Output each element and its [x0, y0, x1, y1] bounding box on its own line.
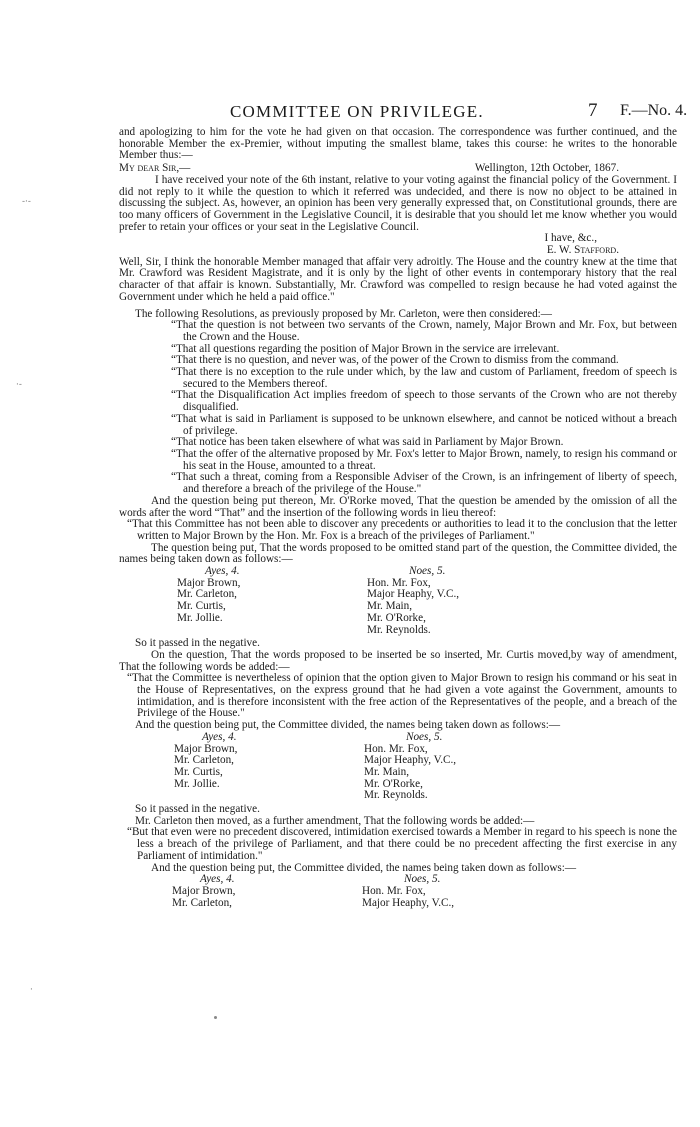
negative-result: So it passed in the negative. [135, 637, 260, 650]
aye-name: Major Brown, [172, 885, 236, 897]
curtis-amendment: “That the Committee is nevertheless of opinion that the option given to Major Brown to resign his command or his seat in the House of Representatives, on the express ground that he had given a vote against the Government, amounts to intimidation, and is therefore inconsistent with the free action of the Representatives of the people, and a breach of the Privilege of the House." [127, 672, 677, 720]
noes-heading: Noes, 5. [406, 730, 443, 743]
division1-intro: The question being put, That the words proposed to be omitted stand part of the question, the Committee divided, the names being taken down as follows:— [119, 541, 677, 566]
division2-votes [174, 732, 677, 802]
ayes-column [174, 732, 364, 802]
footer-dot [214, 1016, 217, 1019]
paper-code: F.—No. 4. [620, 102, 688, 119]
orourke-amendment: “That this Committee has not been able to discover any precedents or authorities to lead it to the conclusion that the letter written to Major Brown by the Hon. Mr. Fox is a breach of the privileges of Parliament." [127, 518, 677, 542]
aye-name: Major Brown, [174, 742, 238, 755]
aye-name: Mr. Curtis, [174, 765, 223, 778]
noes-column [362, 874, 454, 909]
aye-name: Mr. Carleton, [172, 896, 232, 909]
division3-intro: And the question being put, the Committee divided, the names being taken down as follows:— [151, 861, 577, 874]
noe-name: Mr. Main, [367, 600, 413, 613]
resolution-item: “That such a threat, coming from a Responsible Adviser of the Crown, is an infringement of liberty of speech, and therefore a breach of the privilege of the House." [171, 471, 677, 496]
resolution-item: “That all questions regarding the position of Major Brown in the service are irrelevant. [171, 342, 560, 355]
noe-name: Hon. Mr. Fox, [362, 885, 426, 897]
ayes-column [177, 566, 367, 636]
noes-heading: Noes, 5. [404, 873, 441, 886]
noe-name: Mr. Reynolds. [364, 789, 428, 802]
carleton-paragraph: Mr. Carleton then moved, as a further amendment, That the following words be added:— [135, 814, 535, 827]
carleton-amendment: “But that even were no precedent discovered, intimidation exercised towards a Member in regard to his speech is none the less a breach of the privilege of Parliament, and that there could be no precedent affecting the first exercise in any Parliament of intimidation." [127, 826, 677, 862]
page-header [0, 100, 700, 124]
margin-mark: -·- [22, 197, 31, 207]
noes-heading: Noes, 5. [409, 565, 446, 578]
paragraph-after-letter: Well, Sir, I think the honorable Member managed that affair very adroitly. The House and the country knew at the time that Mr. Crawford was Resident Magistrate, and it is only by the light of other events in contemporary history that the real character of that affair is known. Substantially, Mr. Crawford was compelled to resign because he had voted against the Government under which he held a paid office." [119, 255, 677, 303]
ayes-heading: Ayes, 4. [205, 565, 240, 578]
letter-body: I have received your note of the 6th instant, relative to your voting against the financial policy of the Government. I did not reply to it while the question to which it referred was undecided, and there is now no object to be attained in discussing the subject. As, however, an opinion has been very generally expressed that, on Constitutional grounds, there are too many officers of Government in the Legislative Council, it is desirable that you should let me know whether you would prefer to retain your offices or your seat in the Legislative Council. [119, 173, 677, 233]
aye-name: Mr. Carleton, [177, 588, 237, 601]
orourke-paragraph: And the question being put thereon, Mr. O'Rorke moved, That the question be amended by the omission of all the words after the word “That” and the insertion of the following words in lieu thereof: [119, 494, 677, 519]
resolutions-list [167, 320, 677, 496]
noes-column [364, 732, 456, 802]
division2-intro: And the question being put, the Committee divided, the names being taken down as follows:— [135, 719, 561, 732]
ayes-column [172, 874, 362, 909]
noe-name: Mr. O'Rorke, [367, 611, 426, 624]
aye-name: Mr. Curtis, [177, 600, 226, 613]
resolution-item: “That there is no question, and never was, of the power of the Crown to dismiss from the command. [171, 354, 619, 367]
division1-votes [177, 566, 677, 636]
resolution-item: “That notice has been taken elsewhere of what was said in Parliament by Major Brown. [171, 436, 564, 449]
noe-name: Major Heaphy, V.C., [367, 588, 460, 601]
letter-signature: E. W. Stafford. [546, 244, 619, 257]
division3-votes [172, 874, 677, 909]
letter-place-date: Wellington, 12th October, 1867. [474, 162, 619, 175]
negative-result: So it passed in the negative. [135, 803, 260, 816]
ayes-heading: Ayes, 4. [202, 730, 237, 743]
resolution-item: “That the offer of the alternative proposed by Mr. Fox's letter to Major Brown, namely, to resign his command or his seat in the House, amounted to a threat. [171, 447, 677, 472]
resolution-item: “That there is no exception to the rule under which, by the law and custom of Parliament, freedom of speech is secured to the Members thereof. [171, 366, 677, 390]
letter-salutation: My dear Sir,— [119, 162, 191, 175]
noe-name: Hon. Mr. Fox, [364, 742, 428, 755]
aye-name: Mr. Carleton, [174, 754, 234, 767]
aye-name: Mr. Jollie. [177, 611, 223, 624]
margin-mark: ·- [16, 380, 22, 390]
curtis-paragraph: On the question, That the words proposed to be inserted be so inserted, Mr. Curtis moved,by way of amendment, That the following words be added:— [119, 648, 677, 673]
resolution-item: “That what is said in Parliament is supposed to be unknown elsewhere, and cannot be noticed without a breach of privilege. [171, 412, 677, 437]
ayes-heading: Ayes, 4. [200, 873, 235, 886]
letter-closing: I have, &c., [544, 232, 597, 245]
margin-mark: · [30, 985, 33, 995]
aye-name: Mr. Jollie. [174, 777, 220, 790]
resolution-item: “That the Disqualification Act implies freedom of speech to those servants of the Crown who are not thereby disqualified. [171, 389, 677, 414]
aye-name: Major Brown, [177, 576, 241, 589]
resolution-item: “That the question is not between two servants of the Crown, namely, Major Brown and Mr. Fox, but between the Crown and the House. [171, 319, 677, 343]
noe-name: Mr. O'Rorke, [364, 777, 423, 790]
noe-name: Mr. Main, [364, 765, 410, 778]
noe-name: Major Heaphy, V.C., [362, 896, 455, 909]
running-title: COMMITTEE ON PRIVILEGE. [230, 102, 484, 121]
page-number: 7 [588, 100, 598, 121]
noe-name: Mr. Reynolds. [367, 623, 431, 636]
intro-paragraph: and apologizing to him for the vote he had given on that occasion. The correspondence was further continued, and the honorable Member the ex-Premier, without imputing the smallest blame, takes this course: he writes to the honorable Member thus:— [119, 126, 677, 162]
noe-name: Major Heaphy, V.C., [364, 754, 457, 767]
noe-name: Hon. Mr. Fox, [367, 576, 431, 589]
body-text [119, 127, 677, 911]
noes-column [367, 566, 459, 636]
resolutions-intro: The following Resolutions, as previously proposed by Mr. Carleton, were then considered:— [135, 307, 552, 320]
